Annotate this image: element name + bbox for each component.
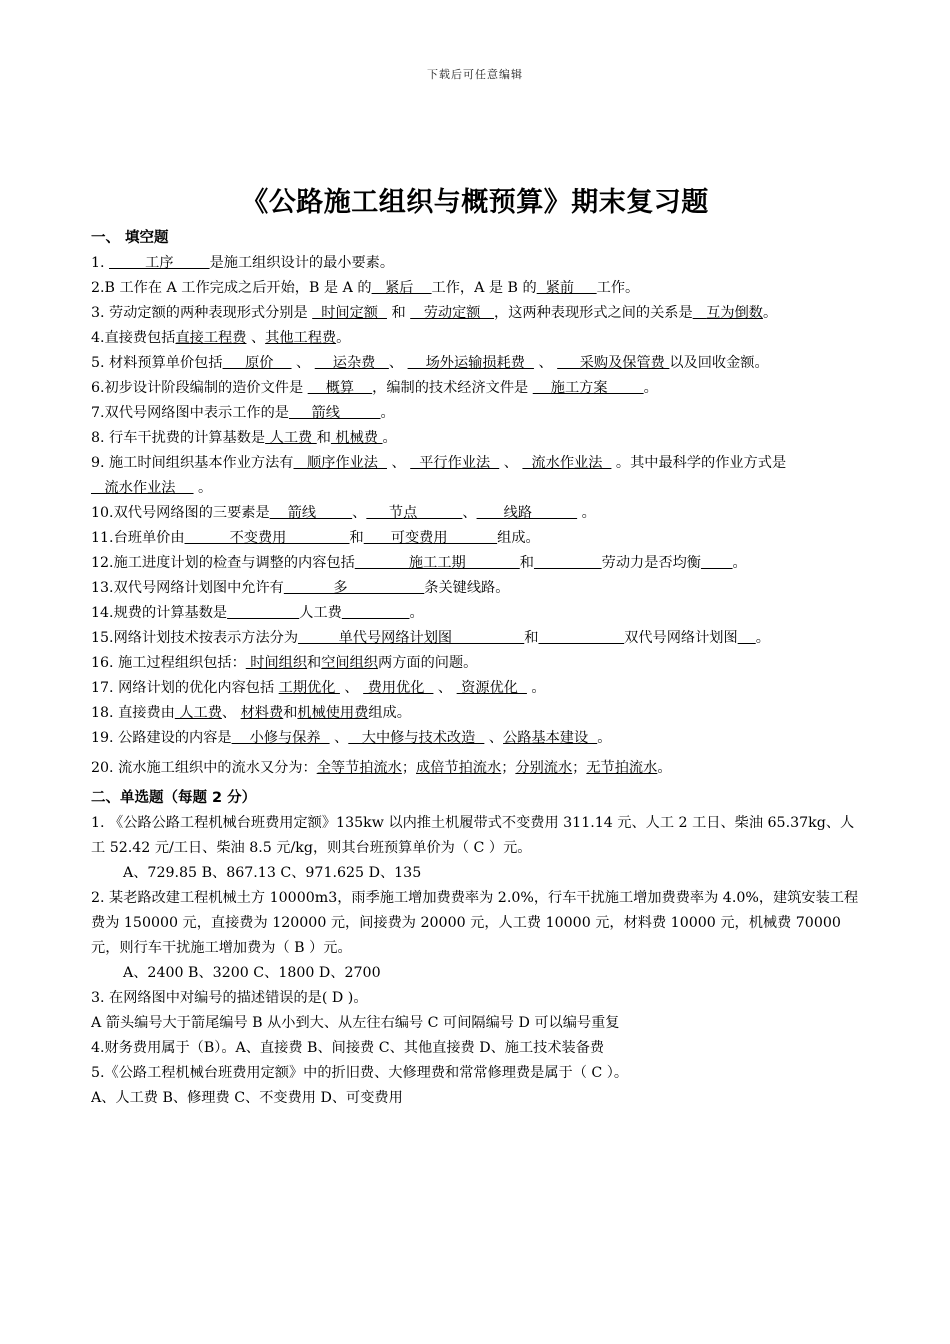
fill-item-17: 17. 网络计划的优化内容包括 工期优化 、 费用优化 、 资源优化 。 — [91, 680, 546, 696]
fill-item-11: 11.台班单价由 不变费用 和 可变费用 组成。 — [91, 530, 540, 546]
fill-item-2: 2.B 工作在 A 工作完成之后开始，B 是 A 的 紧后 工作，A 是 B 的 紧前 工作。 — [91, 280, 640, 296]
fill-item-9: 9. 施工时间组织基本作业方法有 顺序作业法 、 平行作业法 、 流水作业法 。其中最科学的作业方式是 流水作业法 。 — [91, 455, 787, 496]
fill-item-12: 12.施工进度计划的检查与调整的内容包括 施工工期 和 劳动力是否均衡 。 — [91, 555, 747, 571]
fill-item-19: 19. 公路建设的内容是 小修与保养 、 大中修与技术改造 、公路基本建设 。 — [91, 730, 612, 746]
choice-question-1: 1. 《公路公路工程机械台班费用定额》135kw 以内推土机履带式不变费用 311.14 元、人工 2 工日、柴油 65.37kg、人工 52.42 元/工日、柴油 8.5 元/kg，则其台班预算单价为（ C ）元。 — [91, 815, 855, 856]
choice-options-2: A、2400 B、3200 C、1800 D、2700 — [123, 965, 381, 981]
choice-question-4: 4.财务费用属于（B）。A、直接费 B、间接费 C、其他直接费 D、施工技术装备费 — [91, 1040, 605, 1056]
choice-question-5: 5.《公路工程机械台班费用定额》中的折旧费、大修理费和常常修理费是属于（ C ）。 — [91, 1065, 629, 1081]
fill-item-18: 18. 直接费由 人工费、 材料费和机械使用费组成。 — [91, 705, 411, 721]
choice-question-3: 3. 在网络图中对编号的描述错误的是( D )。 — [91, 990, 368, 1006]
choice-options-5: A、人工费 B、修理费 C、不变费用 D、可变费用 — [91, 1090, 403, 1106]
fill-item-7: 7.双代号网络图中表示工作的是 箭线 。 — [91, 405, 395, 421]
fill-item-13: 13.双代号网络计划图中允许有 多 条关键线路。 — [91, 580, 510, 596]
section-heading-fill-in: 一、 填空题 — [91, 230, 169, 246]
section-heading-single-choice: 二、单选题（每题 2 分） — [91, 790, 257, 806]
document-body — [91, 226, 861, 1111]
fill-item-8: 8. 行车干扰费的计算基数是 人工费 和 机械费 。 — [91, 430, 397, 446]
fill-item-14: 14.规费的计算基数是 人工费 。 — [91, 605, 424, 621]
fill-item-10: 10.双代号网络图的三要素是 箭线 、 节点 、 线路 。 — [91, 505, 596, 521]
fill-item-15: 15.网络计划技术按表示方法分为 单代号网络计划图 和 双代号网络计划图 。 — [91, 630, 770, 646]
document-title: 《公路施工组织与概预算》期末复习题 — [241, 187, 709, 218]
fill-item-20: 20. 流水施工组织中的流水又分为：全等节拍流水；成倍节拍流水；分别流水；无节拍流水。 — [91, 760, 672, 776]
fill-item-3: 3. 劳动定额的两种表现形式分别是 时间定额 和 劳动定额 ，这两种表现形式之间的关系是 互为倒数。 — [91, 305, 778, 321]
choice-question-2: 2. 某老路改建工程机械土方 10000m3，雨季施工增加费费率为 2.0%，行车干扰施工增加费费率为 4.0%，建筑安装工程费为 150000 元，直接费为 120000 元，间接费为 20000 元，人工费 10000 元，材料费 10000 元，机械费 70000 元，则行车干扰施工增加费为（ B ）元。 — [91, 890, 859, 956]
fill-item-4: 4.直接费包括直接工程费 、其他工程费。 — [91, 330, 351, 346]
fill-item-5: 5. 材料预算单价包括 原价 、 运杂费 、 场外运输损耗费 、 采购及保管费 以及回收金额。 — [91, 355, 769, 371]
page-header: 下载后可任意编辑 — [427, 68, 523, 81]
fill-item-1: 1. 工序 是施工组织设计的最小要素。 — [91, 255, 395, 271]
choice-options-1: A、729.85 B、867.13 C、971.625 D、135 — [123, 865, 422, 881]
choice-options-3: A 箭头编号大于箭尾编号 B 从小到大、从左往右编号 C 可间隔编号 D 可以编号重复 — [91, 1015, 620, 1031]
fill-item-6: 6.初步设计阶段编制的造价文件是 概算 ，编制的技术经济文件是 施工方案 。 — [91, 380, 658, 396]
fill-item-16: 16. 施工过程组织包括： 时间组织和空间组织两方面的问题。 — [91, 655, 478, 671]
